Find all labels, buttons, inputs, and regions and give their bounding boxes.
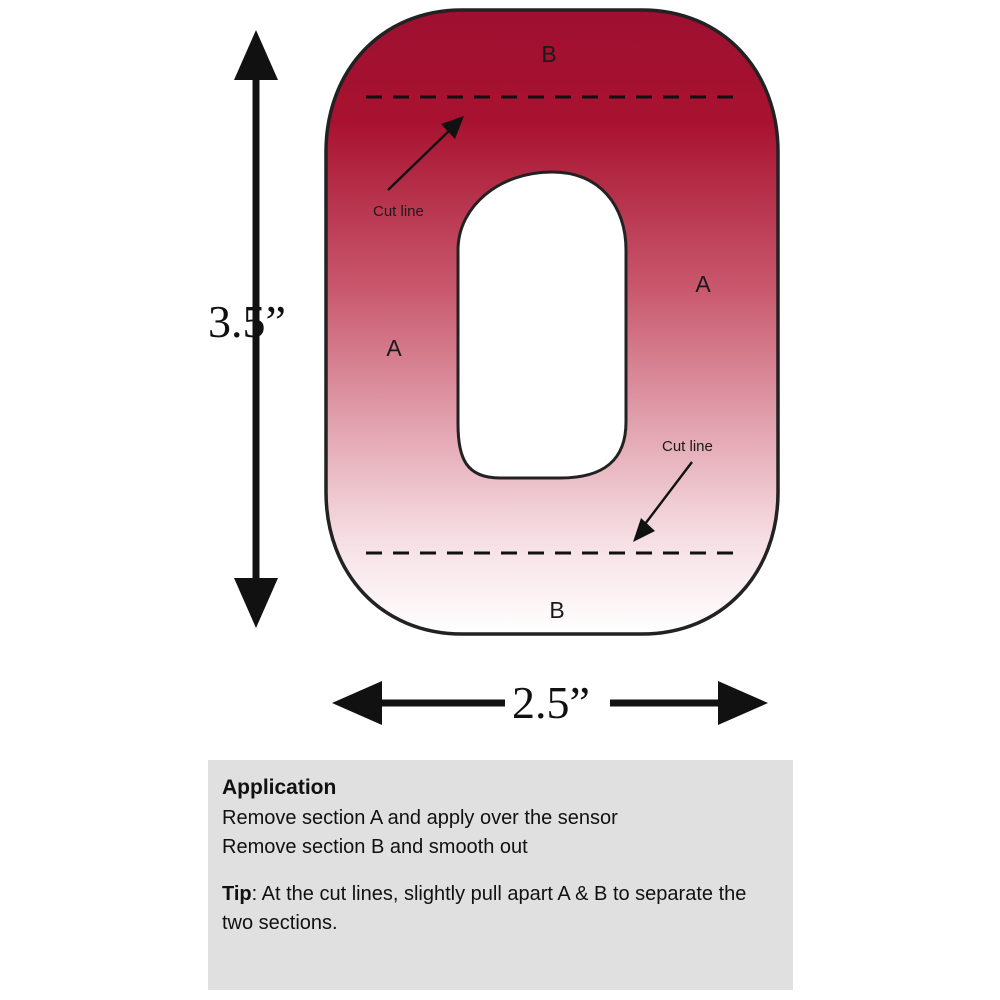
sensor-cutout xyxy=(458,172,626,478)
cut-line-label-upper: Cut line xyxy=(373,203,424,220)
height-dimension-label: 3.5” xyxy=(208,296,286,347)
application-heading: Application xyxy=(222,776,337,799)
section-label-bottom-b: B xyxy=(549,597,565,623)
width-dimension-label: 2.5” xyxy=(512,677,590,728)
cut-line-label-lower: Cut line xyxy=(662,438,713,455)
application-note-box xyxy=(208,760,793,990)
tip-text: : At the cut lines, slightly pull apart A & B to separate the two sections. xyxy=(222,883,747,935)
tip-label: Tip xyxy=(222,883,252,906)
section-label-right-a: A xyxy=(695,271,711,297)
application-tip xyxy=(222,880,779,938)
application-step-1: Remove section A and apply over the sensor xyxy=(222,807,618,830)
section-label-left-a: A xyxy=(386,335,402,361)
application-step-2: Remove section B and smooth out xyxy=(222,836,528,859)
note-spacer xyxy=(222,862,779,880)
section-label-top-b: B xyxy=(541,41,557,67)
